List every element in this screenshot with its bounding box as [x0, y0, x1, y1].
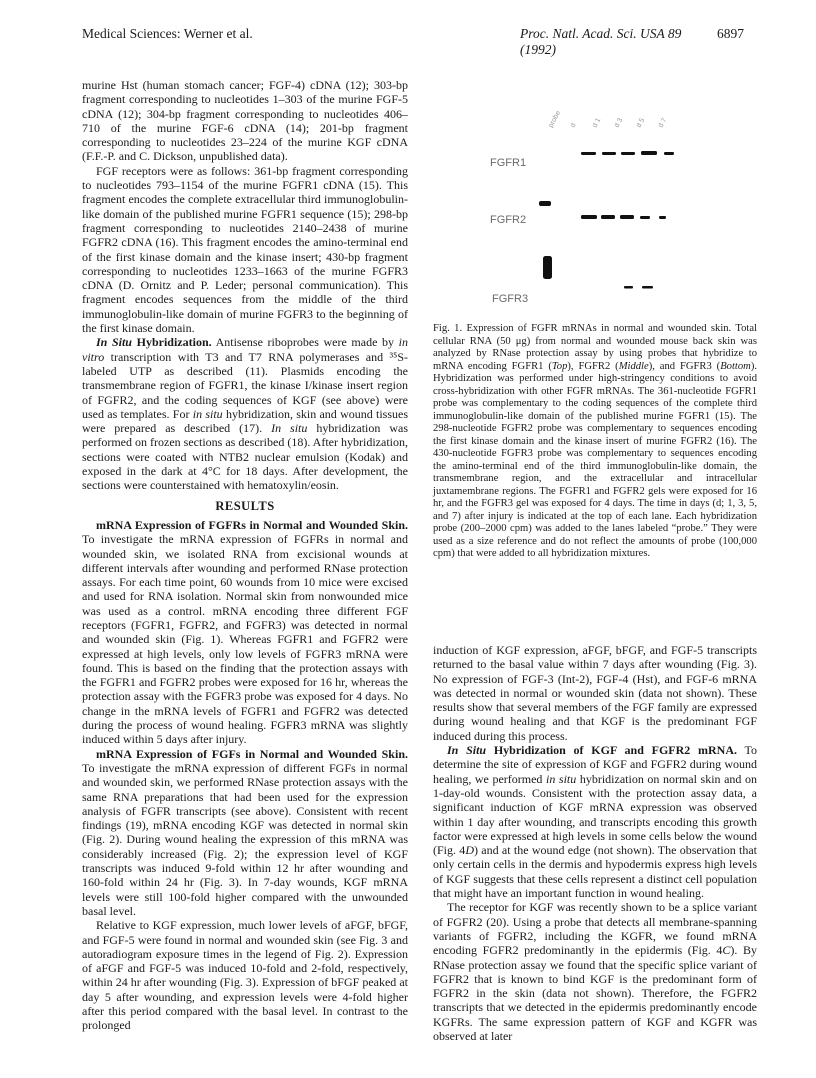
paragraph: Relative to KGF expression, much lower levels of aFGF, bFGF, and FGF-5 were found in normal and wounded skin (see Fig. 3 and autoradiogram exposure times in the legend of Fig. 2). Expression of aFGF and FGF-5 was induced 10-fold and 2-fold, respectively, within 24 hr after wounding (Fig. 3). Expression of bFGF peaked at day 5 after wounding, and expression levels were 4-fold higher after this period compared with the basal level. In contrast to the prolonged — [82, 918, 408, 1033]
band — [602, 152, 616, 155]
gel-image — [470, 82, 730, 320]
band — [621, 152, 635, 155]
running-header-right — [520, 26, 744, 58]
lane-label: d 1 — [591, 117, 603, 129]
band — [642, 286, 653, 289]
figure-1-caption: Fig. 1. Expression of FGFR mRNAs in normal and wounded skin. Total cellular RNA (50 μg) from normal and wounded mouse back skin was analyzed by RNase protection assay by using probes that hybridize to mRNA encoding FGFR1 (Top), FGFR2 (Middle), and FGFR3 (Bottom). Hybridization was performed under high-stringency conditions to avoid cross-hybridization with other FGFR mRNAs. The 361-nucleotide FGFR1 probe was complementary to the coding sequences of the complete third immunoglobulin-like domain of the published murine FGFR1 (15). The 298-nucleotide FGFR2 probe was complementary to sequences encoding the first kinase domain and the kinase insert of murine FGFR2 (16). The 430-nucleotide FGFR3 probe was complementary to sequences encoding the amino-terminal end of the third immunoglobulin-like domain, the transmembrane region, and the extracellular and intracellular juxtamembrane regions. The FGFR1 and FGFR2 gels were exposed for 16 hr, and the FGFR3 gel was exposed for 4 days. The time in days (d; 1, 3, 5, and 7) after injury is indicated at the top of each lane. Each hybridization probe (200–2000 cpm) was added to the lanes labeled “probe.” They were used as a size reference and do not reflect the amounts of probe (100,000 cpm) that were added to all hybridization mixtures. — [433, 323, 757, 559]
fgfr2-bands — [539, 201, 666, 219]
paragraph: In Situ Hybridization of KGF and FGFR2 mRNA. To determine the site of expression of KGF and FGFR2 during wound healing, we performed in situ hybridization on normal skin and on 1-day-old wounds. Consistent with the protection assay data, a significant induction of KGF mRNA expression was observed within 1 day after wounding, and transcripts encoding this growth factor were expressed at high levels in some cells below the wound (Fig. 4D) and at the wound edge (not shown). The observation that only certain cells in the dermis and hypodermis express high levels of KGF suggests that these cells represent a distinct cell population that might have an important function in wound healing. — [433, 743, 758, 901]
figure-1-autoradiogram — [470, 82, 730, 320]
row-labels — [490, 157, 528, 305]
row-label-fgfr3: FGFR3 — [492, 293, 529, 305]
lane-label: d — [569, 122, 578, 129]
journal-citation: Proc. Natl. Acad. Sci. USA 89 (1992) — [520, 26, 682, 57]
paragraph: murine Hst (human stomach cancer; FGF-4) cDNA (12); 303-bp fragment corresponding to nucleotides 1–303 of the murine FGF-5 cDNA (12); 304-bp fragment corresponding to nucleotides 406–710 of the murine FGF-6 cDNA (14); 201-bp fragment corresponding to nucleotides 23–224 of the murine KGF cDNA (F.F.-P. and C. Dickson, unpublished data). — [82, 78, 408, 164]
band — [620, 215, 634, 219]
paragraph: induction of KGF expression, aFGF, bFGF, and FGF-5 transcripts returned to the basal value within 7 days after wounding (Fig. 3). No expression of FGF-3 (Int-2), FGF-4 (Hst), and FGF-6 mRNA was detected in normal or wounded skin (data not shown). These results show that several members of the FGF family are expressed during wound healing and that KGF is the predominant FGF induced during this process. — [433, 643, 757, 743]
band — [664, 152, 674, 155]
lane-labels — [548, 110, 669, 129]
band — [659, 216, 666, 219]
right-column — [433, 643, 757, 1043]
lane-label: probe — [547, 109, 563, 129]
band — [641, 151, 657, 155]
lane-label: d 5 — [635, 117, 647, 129]
left-column — [82, 78, 408, 1033]
row-label-fgfr2: FGFR2 — [490, 214, 527, 226]
probe-band — [543, 256, 552, 279]
running-header-left: Medical Sciences: Werner et al. — [82, 26, 253, 41]
band — [601, 215, 615, 219]
lane-label: d 7 — [657, 117, 669, 129]
run-in-heading: In Situ Hybridization. — [96, 335, 212, 350]
row-label-fgfr1: FGFR1 — [490, 157, 527, 169]
band — [624, 286, 633, 289]
run-in-heading: mRNA Expression of FGFRs in Normal and Wounded Skin. — [96, 517, 408, 532]
run-in-heading: In Situ Hybridization of KGF and FGFR2 mRNA. — [447, 743, 737, 758]
paragraph: mRNA Expression of FGFRs in Normal and Wounded Skin. To investigate the mRNA expression of FGFRs in normal and wounded skin, we isolated RNA from excisional wounds at different intervals after wounding and performed RNase protection assays. For each time point, 60 wounds from 10 mice were excised and used for RNA isolation. Normal skin from nonwounded mice was used as a control. mRNA encoding three different FGF receptors (FGFR1, FGFR2, and FGFR3) was detected in normal and wounded skin (Fig. 1). Whereas FGFR1 and FGFR2 were expressed at high levels, only low levels of FGFR3 mRNA were found. This is based on the finding that the protection assays with the FGFR1 and FGFR2 probes were exposed for 16 hr, whereas the protection assay with the FGFR3 probe was exposed for 4 days. No change in the mRNA levels of FGFR1 and FGFR2 was detected during the process of wound healing. FGFR3 mRNA was slightly induced within 5 days after injury. — [82, 517, 408, 747]
probe-band — [539, 201, 551, 206]
run-in-heading: mRNA Expression of FGFs in Normal and Wounded Skin. — [96, 746, 408, 761]
fgfr1-bands — [581, 151, 674, 155]
fgfr3-bands — [543, 256, 653, 289]
paragraph: In Situ Hybridization. Antisense riboprobes were made by in vitro transcription with T3 and T7 RNA polymerases and ³⁵S-labeled UTP as described (11). Plasmids encoding the transmembrane region of FGFR1, the kinase I/kinase insert region of FGFR2, and the coding sequences of KGF (see above) were used as templates. For in situ hybridization, skin and wound tissues were prepared as described (17). In situ hybridization was performed on frozen sections as described (18). After hybridization, sections were coated with NTB2 nuclear emulsion (Kodak) and exposed in the dark at 4°C for 18 days. After development, the sections were counterstained with hematoxylin/eosin. — [82, 335, 409, 493]
section-heading: RESULTS — [215, 498, 275, 513]
band — [640, 216, 650, 219]
band — [581, 215, 597, 219]
band — [581, 152, 596, 155]
paragraph: mRNA Expression of FGFs in Normal and Wounded Skin. To investigate the mRNA expression of different FGFs in normal and wounded skin, we performed RNase protection assays with the same RNA preparations that had been used for the expression analysis of FGFR transcripts (see above). Consistent with recent findings (19), mRNA encoding KGF was detected in normal skin (Fig. 2). During wound healing the expression of this mRNA was considerably increased (Fig. 2); the expression level of KGF transcripts was induced 9-fold within 12 hr after wounding and 160-fold within 24 hr (Fig. 3). In 7-day wounds, KGF mRNA levels were still 100-fold higher compared with the unwounded basal level. — [82, 746, 408, 918]
page-number: 6897 — [717, 26, 744, 41]
paragraph: The receptor for KGF was recently shown to be a splice variant of FGFR2 (20). Using a probe that detects all membrane-spanning variants of FGFR2, including the KGFR, we found mRNA encoding FGFR2 predominantly in the epidermis (Fig. 4C). By RNase protection assay we found that the specific splice variant of FGFR2 that is known to bind KGF is the predominant form of FGFR2 in the skin (data not shown). Therefore, the FGFR2 transcripts that we detected in the epidermis predominantly encode KGFRs. The same expression pattern of KGF and KGFR was observed at later — [433, 900, 758, 1044]
paragraph: FGF receptors were as follows: 361-bp fragment corresponding to nucleotides 793–1154 of the murine FGFR1 cDNA (15). This fragment encodes the complete extracellular third immunoglobulin-like domain of the published murine FGFR1 sequence (15); 298-bp fragment corresponding to nucleotides 2140–2438 of murine FGFR2 cDNA (16). This fragment encodes the amino-terminal end of the first kinase domain and the kinase insert; 430-bp fragment corresponding to nucleotides 1233–1663 of the murine FGFR3 cDNA (D. Ornitz and P. Leder; personal communication). This fragment encodes sequences from the middle of the third immunoglobulin-like domain of murine FGFR3 to the beginning of the first kinase domain. — [82, 163, 408, 336]
lane-label: d 3 — [613, 117, 625, 129]
